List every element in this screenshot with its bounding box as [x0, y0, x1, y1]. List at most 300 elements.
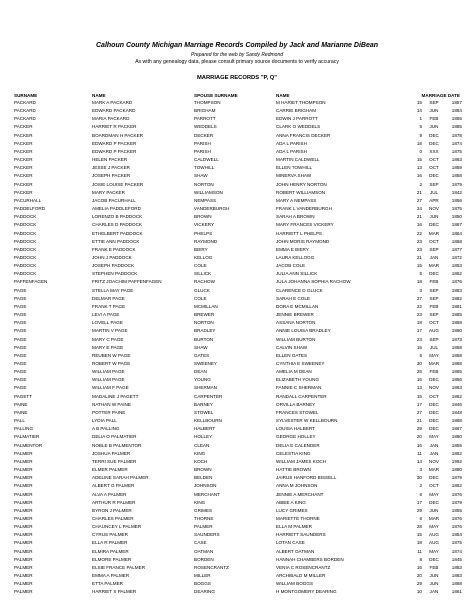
- year-cell: 1861: [451, 589, 462, 595]
- name-cell: WILLIAM F PAGE: [92, 385, 129, 391]
- month-cell: JAN: [429, 589, 439, 595]
- month-cell: FEB: [429, 116, 439, 122]
- day-cell: 16: [416, 377, 422, 383]
- table-row: [14, 132, 462, 140]
- spouse-surname-cell: RACHOW: [194, 279, 215, 285]
- surname-cell: PALMER: [14, 548, 33, 554]
- month-cell: DEC: [429, 401, 439, 407]
- spouse-surname-cell: PALMER: [194, 524, 213, 530]
- spouse-surname-cell: KELLBOURN: [194, 418, 222, 424]
- year-cell: 1881: [451, 303, 462, 309]
- year-cell: 1885: [451, 312, 462, 318]
- day-cell: 27: [416, 409, 422, 415]
- month-cell: OCT: [429, 320, 439, 326]
- name-cell: ELMER PALMER: [92, 467, 128, 473]
- year-cell: 1875: [451, 148, 462, 154]
- spouse-surname-cell: BURTON: [194, 336, 214, 342]
- year-cell: 1862: [451, 393, 462, 399]
- month-cell: APR: [429, 197, 439, 203]
- month-cell: JUL: [429, 189, 439, 195]
- spouse-surname-cell: PHELPS: [194, 230, 213, 236]
- spouse-surname-cell: KING: [194, 499, 206, 505]
- spouse-surname-cell: TOWHILL: [194, 165, 215, 171]
- spouse-surname-cell: GLUCK: [194, 287, 210, 293]
- spouse-surname-cell: DECKER: [194, 132, 214, 138]
- spouse-surname-cell: VICKERY: [194, 222, 215, 228]
- day-cell: 15: [416, 393, 422, 399]
- spouse-surname-cell: YOUNG: [194, 377, 211, 383]
- surname-cell: PACKER: [14, 189, 33, 195]
- spouse-name-cell: JACOB COLE: [276, 263, 306, 269]
- name-cell: HARRIET R PACKER: [92, 124, 137, 130]
- spouse-name-cell: LUCY GRIMES: [276, 507, 308, 513]
- surname-cell: PAINE: [14, 409, 28, 415]
- year-cell: 1883: [451, 287, 462, 293]
- month-cell: DEC: [429, 132, 439, 138]
- spouse-surname-cell: BRADLEY: [194, 328, 216, 334]
- surname-cell: PACURHALL: [14, 197, 42, 203]
- surname-cell: PALMER: [14, 515, 33, 521]
- spouse-surname-cell: SHERMAN: [194, 385, 217, 391]
- year-cell: 1875: [451, 540, 462, 546]
- table-row: [14, 311, 462, 319]
- spouse-surname-cell: NEMPASS: [194, 197, 217, 203]
- name-cell: CHARLES D PADDOCK: [92, 222, 142, 228]
- day-cell: 17: [416, 499, 422, 505]
- year-cell: 1877: [451, 246, 462, 252]
- spouse-name-cell: HARRIETT L PHELPS: [276, 230, 322, 236]
- year-cell: 1872: [451, 254, 462, 260]
- month-cell: OCT: [429, 165, 439, 171]
- page-subtitle: Prepared for the web by Sandy Redmond: [191, 52, 283, 58]
- table-row: [14, 287, 462, 295]
- spouse-surname-cell: BROWN: [194, 467, 212, 473]
- day-cell: 21: [416, 214, 422, 220]
- table-row: [14, 254, 462, 262]
- month-cell: FEB: [429, 564, 439, 570]
- surname-cell: PALMER: [14, 524, 33, 530]
- spouse-name-cell: GEORGE HOLLEY: [276, 434, 316, 440]
- name-cell: DELIA O PALMATIER: [92, 434, 137, 440]
- day-cell: 29: [416, 426, 422, 432]
- table-row: [14, 262, 462, 270]
- surname-cell: PALMER: [14, 499, 33, 505]
- spouse-name-cell: MARY A NEMPASS: [276, 197, 317, 203]
- month-cell: DEC: [429, 556, 439, 562]
- name-cell: ALVA A PALMER: [92, 491, 127, 497]
- table-row: [14, 164, 462, 172]
- spouse-surname-cell: MERCHANT: [194, 491, 221, 497]
- day-cell: 20: [416, 573, 422, 579]
- month-cell: DEC: [429, 475, 439, 481]
- year-cell: 1874: [451, 140, 462, 146]
- day-cell: 20: [416, 434, 422, 440]
- month-cell: FEB: [429, 369, 439, 375]
- table-row: [14, 393, 462, 401]
- surname-cell: PAGE: [14, 328, 27, 334]
- surname-cell: PALMER: [14, 458, 33, 464]
- year-cell: 1878: [451, 132, 462, 138]
- table-row: [14, 556, 462, 564]
- spouse-name-cell: H MONTGOMERY DEARING: [276, 589, 337, 595]
- month-cell: MAY: [429, 548, 439, 554]
- name-cell: MARY C PAGE: [92, 336, 124, 342]
- day-cell: 15: [416, 263, 422, 269]
- spouse-name-cell: ELLEN GATES: [276, 352, 308, 358]
- spouse-name-cell: HARRIETT SAUNDERS: [276, 532, 326, 538]
- surname-cell: PACKER: [14, 148, 33, 154]
- name-cell: STELLA MAY PAGE: [92, 287, 134, 293]
- spouse-name-cell: ANNA M JOHNSON: [276, 483, 318, 489]
- surname-cell: PALMER: [14, 491, 33, 497]
- year-cell: 1856: [451, 377, 462, 383]
- day-cell: 21: [416, 189, 422, 195]
- table-row: [14, 384, 462, 392]
- year-cell: 1879: [451, 499, 462, 505]
- month-cell: SEP: [429, 312, 439, 318]
- month-cell: JUN: [429, 581, 439, 587]
- name-cell: STEPHEN PADDOCK: [92, 271, 138, 277]
- day-cell: 16: [416, 564, 422, 570]
- year-cell: 1860: [451, 328, 462, 334]
- surname-cell: PACKER: [14, 165, 33, 171]
- spouse-name-cell: ANNA FRANCIS DECKER: [276, 132, 331, 138]
- table-row: [14, 523, 462, 531]
- year-cell: 1862: [451, 450, 462, 456]
- spouse-surname-cell: KING: [194, 450, 206, 456]
- table-row: [14, 278, 462, 286]
- day-cell: 17: [416, 328, 422, 334]
- month-cell: MAR: [428, 467, 440, 473]
- table-row: [14, 295, 462, 303]
- table-row: [14, 515, 462, 523]
- spouse-name-cell: CLARK O WEDDELS: [276, 124, 321, 130]
- day-cell: 6: [419, 491, 422, 497]
- month-cell: OCT: [429, 238, 439, 244]
- surname-cell: PALMER: [14, 556, 33, 562]
- surname-cell: PADDOCK: [14, 222, 37, 228]
- table-row: [14, 221, 462, 229]
- column-header-spouse-surname: SPOUSE SURNAME: [194, 92, 238, 98]
- name-cell: ALBERT G PALMER: [92, 483, 135, 489]
- surname-cell: PAGE: [14, 336, 27, 342]
- name-cell: CYRUS PALMER: [92, 532, 128, 538]
- day-cell: 16: [416, 173, 422, 179]
- table-row: [14, 246, 462, 254]
- spouse-name-cell: ANNIE LOUISA BRADLEY: [276, 328, 331, 334]
- month-cell: JUN: [429, 124, 439, 130]
- spouse-name-cell: ORVILLA BARNEY: [276, 401, 316, 407]
- name-cell: AMELIA PADDLEFORD: [92, 206, 141, 212]
- spouse-name-cell: JENNIE BREWER: [276, 312, 314, 318]
- table-row: [14, 442, 462, 450]
- table-row: [14, 197, 462, 205]
- month-cell: NOV: [429, 458, 439, 464]
- name-cell: JOSHUA PALMER: [92, 450, 131, 456]
- month-cell: MAR: [428, 361, 440, 366]
- day-cell: 24: [416, 206, 422, 212]
- name-cell: FRANK T PAGE: [92, 303, 126, 309]
- year-cell: 1858: [451, 344, 462, 350]
- name-cell: MARTIN V PAGE: [92, 328, 128, 334]
- table-row: [14, 433, 462, 441]
- month-cell: FEB: [429, 279, 439, 285]
- month-cell: JUN: [429, 214, 439, 220]
- year-cell: 1865: [451, 116, 462, 122]
- name-cell: BYRON J PALMER: [92, 507, 132, 513]
- year-cell: 1992: [451, 458, 462, 464]
- spouse-name-cell: ELIZABETH YOUNG: [276, 377, 320, 383]
- spouse-name-cell: DORA E MCMILLAN: [276, 303, 319, 309]
- name-cell: LYDIA PALL: [92, 418, 117, 424]
- day-cell: 15: [416, 157, 422, 163]
- surname-cell: PAGETT: [14, 393, 33, 399]
- day-cell: 9: [419, 132, 422, 138]
- spouse-name-cell: ASSANA NORTON: [276, 320, 316, 326]
- accuracy-note: As with any genealogy data, please consult primary source documents to verify accuracy: [135, 59, 339, 65]
- day-cell: 5: [419, 271, 422, 277]
- spouse-name-cell: JOHN MORIS RAYMOND: [276, 238, 330, 244]
- surname-cell: PALMER: [14, 467, 33, 473]
- year-cell: 1842: [451, 189, 462, 195]
- spouse-name-cell: CLARENCE D GLUCK: [276, 287, 323, 293]
- surname-cell: PAGE: [14, 361, 27, 366]
- spouse-surname-cell: COLE: [194, 263, 207, 269]
- year-cell: 1883: [451, 573, 462, 579]
- day-cell: 8: [419, 556, 422, 562]
- spouse-surname-cell: PARROTT: [194, 116, 216, 122]
- name-cell: MADALINE J PAGETT: [92, 393, 139, 399]
- name-cell: ELLA R PALMER: [92, 540, 128, 546]
- table-row: [14, 172, 462, 180]
- name-cell: ETHELBERT PADDOCK: [92, 230, 143, 236]
- spouse-name-cell: CYNTHIA E SWEENEY: [276, 361, 325, 366]
- table-row: [14, 491, 462, 499]
- spouse-name-cell: LAURA KELLOGG: [276, 254, 315, 260]
- surname-cell: PAINE: [14, 401, 28, 407]
- day-cell: 17: [416, 401, 422, 407]
- spouse-surname-cell: COLE: [194, 295, 207, 301]
- surname-cell: PACKARD: [14, 108, 36, 114]
- day-cell: 21: [416, 418, 422, 424]
- spouse-name-cell: SARAH E COLE: [276, 295, 310, 301]
- table-row: [14, 115, 462, 123]
- spouse-surname-cell: VANDERBURGH: [194, 206, 230, 212]
- spouse-surname-cell: WILLIAMSON: [194, 189, 223, 195]
- surname-cell: PADDOCK: [14, 271, 37, 277]
- day-cell: 3: [419, 467, 422, 473]
- spouse-surname-cell: SWEENEY: [194, 361, 217, 366]
- spouse-surname-cell: THORNE: [194, 515, 214, 521]
- spouse-name-cell: JULA JOHANNA SOPHIA RACHOW: [276, 279, 351, 285]
- year-cell: 1876: [451, 279, 462, 285]
- marriage-records-table: [14, 91, 462, 597]
- surname-cell: PACKER: [14, 181, 33, 187]
- table-row: [14, 238, 462, 246]
- spouse-name-cell: WILLIAM BURTON: [276, 336, 316, 342]
- month-cell: MAR: [428, 230, 440, 236]
- year-cell: 1856: [451, 197, 462, 203]
- year-cell: 1845: [451, 556, 462, 562]
- month-cell: NOV: [429, 385, 439, 391]
- year-cell: 1846: [451, 401, 462, 407]
- name-cell: MARIA PACKARD: [92, 116, 130, 122]
- year-cell: 1876: [451, 524, 462, 530]
- day-cell: 22: [416, 230, 422, 236]
- spouse-name-cell: FRANCES STOWEL: [276, 409, 319, 415]
- name-cell: DELMAR PAGE: [92, 295, 125, 301]
- spouse-surname-cell: NORTON: [194, 320, 214, 326]
- day-cell: 30: [416, 361, 422, 366]
- spouse-name-cell: ABBIE A KING: [276, 499, 306, 505]
- spouse-name-cell: EMMA E BIERY: [276, 246, 309, 252]
- table-row: [14, 531, 462, 539]
- spouse-name-cell: ADA L PARISH: [276, 140, 307, 146]
- table-row: [14, 344, 462, 352]
- surname-cell: PACKER: [14, 157, 33, 163]
- surname-cell: PADDOCK: [14, 263, 37, 269]
- month-cell: JAN: [429, 442, 439, 448]
- table-row: [14, 376, 462, 384]
- year-cell: 1858: [451, 173, 462, 179]
- spouse-surname-cell: WEDDELS: [194, 124, 217, 130]
- table-row: [14, 368, 462, 376]
- spouse-name-cell: MINERVA SHAW: [276, 173, 312, 179]
- column-header-marriage-date: MARRIAGE DATE: [421, 92, 460, 98]
- table-row: [14, 213, 462, 221]
- spouse-name-cell: HATTIE BROWN: [276, 467, 311, 473]
- spouse-name-cell: VENIA C ROSENCRANTZ: [276, 564, 331, 570]
- spouse-surname-cell: CLEAN: [194, 442, 210, 448]
- day-cell: 22: [416, 303, 422, 309]
- year-cell: 1857: [451, 100, 462, 105]
- month-cell: MAR: [428, 263, 440, 269]
- section-title: MARRIAGE RECORDS "P, Q": [196, 75, 278, 81]
- month-cell: MAY: [429, 434, 439, 440]
- year-cell: 1855: [451, 442, 462, 448]
- month-cell: JAN: [429, 450, 439, 456]
- month-cell: JUN: [429, 108, 439, 114]
- name-cell: CHAUNCEY L PALMER: [92, 524, 142, 530]
- surname-cell: PACKARD: [14, 116, 36, 122]
- spouse-surname-cell: SHAW: [194, 173, 208, 179]
- spouse-name-cell: DELIA E CALENDER: [276, 442, 320, 448]
- year-cell: 1863: [451, 157, 462, 163]
- spouse-name-cell: LOUISA HALBERT: [276, 426, 315, 432]
- year-cell: 1874: [451, 548, 462, 554]
- year-cell: 1879: [451, 475, 462, 481]
- surname-cell: PADDOCK: [14, 230, 37, 236]
- name-cell: TERRI SUE PALMER: [92, 458, 137, 464]
- spouse-surname-cell: BELDEN: [194, 475, 213, 481]
- table-row: [14, 327, 462, 335]
- name-cell: ELSIE FRANCE PALMER: [92, 564, 146, 570]
- day-cell: 0: [419, 148, 422, 154]
- table-row: [14, 409, 462, 417]
- month-cell: SEP: [429, 336, 439, 342]
- year-cell: 1867: [451, 426, 462, 432]
- day-cell: 5: [419, 352, 422, 358]
- spouse-surname-cell: ROSENCRANTZ: [194, 564, 229, 570]
- table-row: [14, 499, 462, 507]
- day-cell: 18: [416, 279, 422, 285]
- surname-cell: PALMER: [14, 573, 33, 579]
- year-cell: 1854: [451, 532, 462, 538]
- spouse-name-cell: LOTAN CASE: [276, 540, 305, 546]
- year-cell: 1880: [451, 434, 462, 440]
- surname-cell: PAGE: [14, 377, 27, 383]
- table-row: [14, 507, 462, 515]
- table-row: [14, 482, 462, 490]
- table-row: [14, 425, 462, 433]
- name-cell: ETTIE ANN PADDOCK: [92, 238, 140, 244]
- spouse-surname-cell: BREWER: [194, 312, 215, 318]
- name-cell: REUBEN W PAGE: [92, 352, 131, 358]
- year-cell: 1885: [451, 124, 462, 130]
- month-cell: DEC: [429, 140, 439, 146]
- spouse-surname-cell: RAYMOND: [194, 238, 218, 244]
- surname-cell: PADDOCK: [14, 214, 37, 220]
- name-cell: ADELINE SARAH PALMER: [92, 475, 149, 481]
- table-row: [14, 123, 462, 131]
- table-row: [14, 205, 462, 213]
- spouse-name-cell: EDWIN J PARROTT: [276, 116, 318, 122]
- name-cell: FRITZ JOACHIM PAFFENFAGEN: [92, 279, 162, 285]
- month-cell: SEP: [429, 181, 439, 187]
- name-cell: HELEN PACKER: [92, 157, 128, 163]
- surname-cell: PACKER: [14, 140, 33, 146]
- table-row: [14, 564, 462, 572]
- day-cell: 6: [419, 515, 422, 521]
- year-cell: 1868: [451, 361, 462, 366]
- month-cell: SEP: [429, 246, 439, 252]
- year-cell: 1858: [451, 352, 462, 358]
- spouse-surname-cell: CASE: [194, 540, 207, 546]
- surname-cell: PACKER: [14, 173, 33, 179]
- surname-cell: PACKER: [14, 132, 33, 138]
- day-cell: 3: [419, 287, 422, 293]
- year-cell: 1882: [451, 295, 462, 301]
- year-cell: 1867: [451, 222, 462, 228]
- year-cell: 1853: [451, 263, 462, 269]
- spouse-name-cell: JULIA ANN SILLICK: [276, 271, 318, 277]
- column-header-spouse-name: NAME: [276, 92, 290, 98]
- month-cell: OCT: [429, 157, 439, 163]
- day-cell: 18: [416, 140, 422, 146]
- surname-cell: PAGE: [14, 320, 27, 326]
- name-cell: JOHN J PADDOCK: [92, 254, 132, 260]
- spouse-surname-cell: BIERY: [194, 246, 208, 252]
- name-cell: JOSEPH PACKER: [92, 173, 131, 179]
- spouse-name-cell: FRANK L VANDERBURGH: [276, 206, 332, 212]
- table-row: [14, 401, 462, 409]
- day-cell: 16: [416, 442, 422, 448]
- spouse-name-cell: CALVIN SHAW: [276, 344, 308, 350]
- spouse-name-cell: MARTIN CALDWELL: [276, 157, 320, 163]
- name-cell: EMMA A PALMER: [92, 573, 130, 579]
- spouse-name-cell: ALBERT OATMAN: [276, 548, 315, 554]
- table-body: [14, 99, 462, 597]
- year-cell: 1876: [451, 491, 462, 497]
- year-cell: 1859: [451, 165, 462, 171]
- surname-cell: PAFFENFAGEN: [14, 279, 48, 285]
- surname-cell: PAGE: [14, 344, 27, 350]
- table-row: [14, 319, 462, 327]
- month-cell: DEC: [429, 409, 439, 415]
- surname-cell: PACKARD: [14, 100, 36, 105]
- table-row: [14, 336, 462, 344]
- year-cell: 1862: [451, 271, 462, 277]
